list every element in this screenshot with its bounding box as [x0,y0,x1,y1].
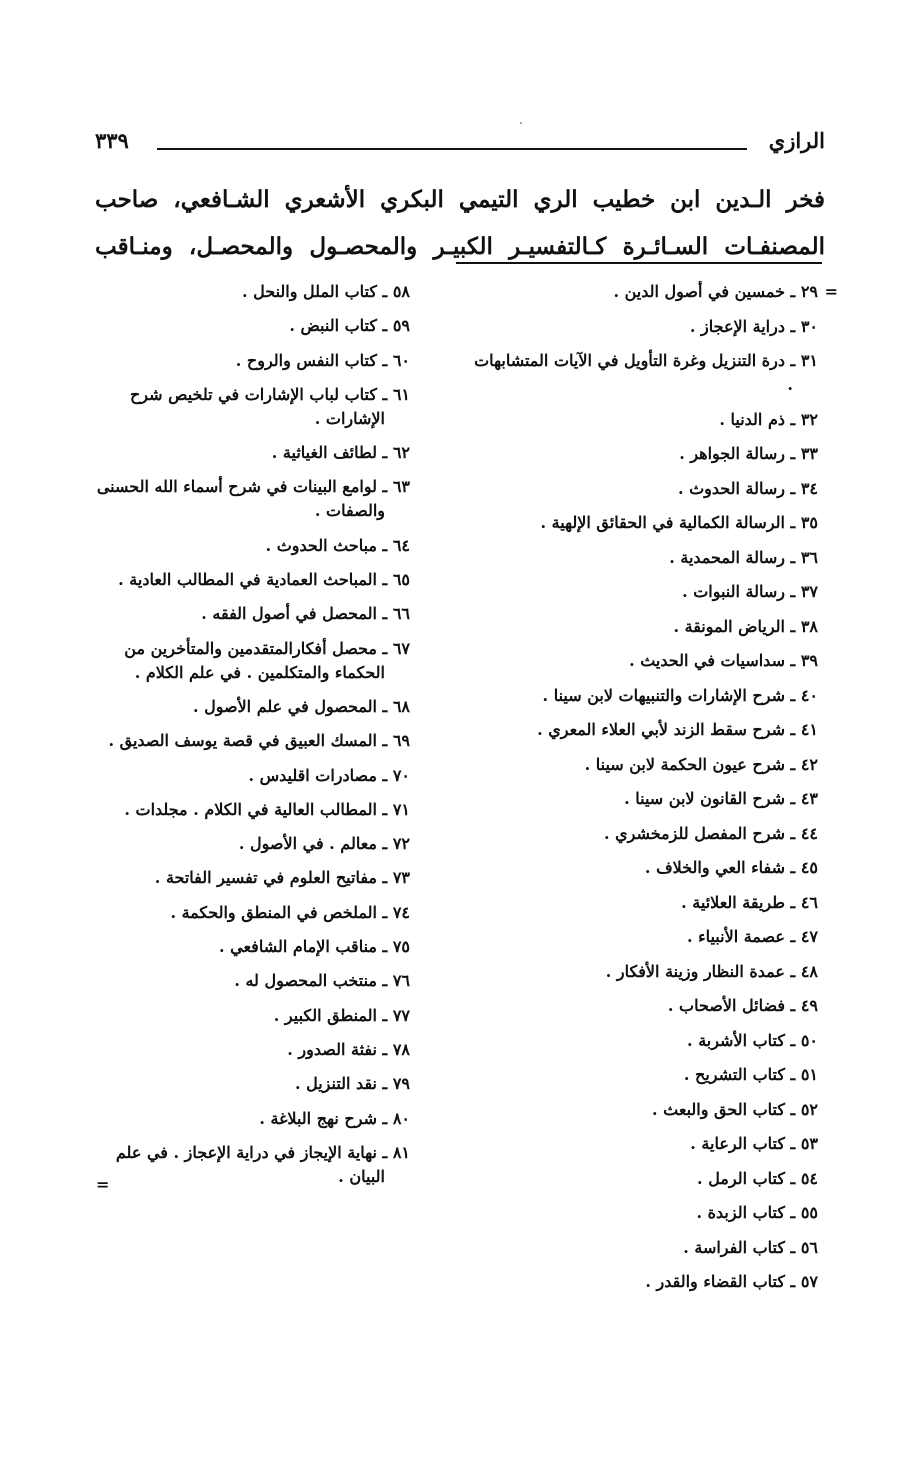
list-item: ٣٣ ـ رسالة الجواهر . [679,444,818,463]
left-column [90,280,410,1199]
footnote-rule [456,262,822,264]
list-item: ٦٣ ـ لوامع البينات في شرح أسماء الله الحسنى والصفات . [96,477,410,521]
continuation-mark-end: = [96,1175,110,1195]
page-number: ٣٣٩ [95,128,129,153]
list-item: ٤٣ ـ شرح القانون لابن سينا . [624,789,818,808]
list-item: ٥٨ ـ كتاب الملل والنحل . [242,282,410,301]
list-item: ٨٠ ـ شرح نهج البلاغة . [259,1108,410,1128]
list-item: ٥٦ ـ كتاب الفراسة . [683,1237,818,1257]
header-line-1: فخر الـدين ابن خطيب الري التيمي البكري الأشعري الشـافعي، صاحب [95,186,825,213]
list-item: ٢٩ ـ خمسين في أصول الدين . [613,282,818,301]
list-item: ٣١ ـ درة التنزيل وغرة التأويل في الآيات المتشابهات . [474,351,818,394]
list-item: ٤٠ ـ شرح الإشارات والتنبيهات لابن سينا . [542,685,818,705]
running-title: الرازي [768,128,825,153]
list-item: ٥٢ ـ كتاب الحق والبعث . [652,1099,818,1119]
list-item: ٣٨ ـ الرياض المونقة . [673,616,818,636]
list-item: ٨١ ـ نهاية الإيجاز في دراية الإعجاز . في علم البيان . [115,1142,410,1186]
list-item: ٦٥ ـ المباحث العمادية في المطالب العادية . [118,570,410,590]
list-item: ٦١ ـ كتاب لباب الإشارات في تلخيص شرح الإشارات . [129,384,410,428]
list-item: ٤٩ ـ فضائل الأصحاب . [667,996,818,1015]
list-item: ٥٤ ـ كتاب الرمل . [697,1168,818,1188]
list-item: ٣٢ ـ ذم الدنيا . [719,409,818,429]
list-item: ٦٤ ـ مباحث الحدوث . [265,535,410,555]
list-item: ٣٤ ـ رسالة الحدوث . [677,478,818,498]
list-item: ٤٧ ـ عصمة الأنبياء . [686,927,818,946]
list-item: ٦٩ ـ المسك العبيق في قصة يوسف الصديق . [108,731,410,751]
header-line-2: المصنفـات السـائـرة كـالتفسيـر الكبيـر والمحصـول والمحصـل، ومنـاقب [95,233,825,260]
list-item: ٧٣ ـ مفاتيح العلوم في تفسير الفاتحة . [154,868,410,888]
list-item: ٥٥ ـ كتاب الزبدة . [696,1203,818,1222]
list-item: ٦٦ ـ المحصل في أصول الفقه . [201,604,410,624]
list-item: ٥١ ـ كتاب التشريح . [683,1065,818,1084]
list-item: ٧٨ ـ نفثة الصدور . [287,1039,410,1059]
list-item: ٧٤ ـ الملخص في المنطق والحكمة . [170,902,410,922]
running-head-rule [157,148,747,150]
list-item: ٧١ ـ المطالب العالية في الكلام . مجلدات . [124,799,410,819]
list-item: ٤٨ ـ عمدة النظار وزينة الأفكار . [605,961,818,981]
continuation-mark-start: = [824,282,838,301]
list-item: ٤٤ ـ شرح المفصل للزمخشري . [603,823,818,843]
list-item: ٧٩ ـ نقد التنزيل . [294,1074,410,1094]
list-item: ٧٠ ـ مصادرات اقليدس . [248,765,410,785]
list-item: ٤٥ ـ شفاء العي والخلاف . [644,858,818,877]
list-item: ٤١ ـ شرح سقط الزند لأبي العلاء المعري . [537,720,818,739]
list-item: ٧٢ ـ معالم . في الأصول . [238,834,410,854]
list-item: ٦٠ ـ كتاب النفس والروح . [235,350,410,370]
list-item: ٤٦ ـ طريقة العلائية . [681,892,818,912]
list-item: ٥٩ ـ كتاب النبض . [289,316,410,336]
list-item: ٦٨ ـ المحصول في علم الأصول . [192,696,410,716]
header-paragraph [95,176,825,270]
list-item: ٣٩ ـ سداسيات في الحديث . [629,651,818,670]
list-item: ٣٧ ـ رسالة النبوات . [682,582,818,601]
list-item: ٧٧ ـ المنطق الكبير . [273,1005,410,1025]
list-item: ٣٥ ـ الرسالة الكمالية في الحقائق الإلهية . [540,513,818,532]
list-item: ٤٢ ـ شرح عيون الحكمة لابن سينا . [584,754,818,774]
right-column [470,280,838,1305]
list-item: ٧٦ ـ منتخب المحصول له . [234,971,410,991]
list-item: ٥٣ ـ كتاب الرعاية . [690,1134,818,1153]
list-item: ٦٢ ـ لطائف الغياثية . [271,443,410,463]
scan-speck [520,122,522,124]
list-item: ٧٥ ـ مناقب الإمام الشافعي . [218,937,410,957]
list-item: ٣٦ ـ رسالة المحمدية . [669,547,818,567]
list-item: ٥٧ ـ كتاب القضاء والقدر . [645,1272,818,1291]
list-item: ٣٠ ـ دراية الإعجاز . [689,316,818,336]
list-item: ٥٠ ـ كتاب الأشربة . [687,1030,818,1050]
list-item: ٦٧ ـ محصل أفكارالمتقدمين والمتأخرين من الحكماء والمتكلمين . في علم الكلام . [124,638,410,682]
running-head [95,128,825,158]
